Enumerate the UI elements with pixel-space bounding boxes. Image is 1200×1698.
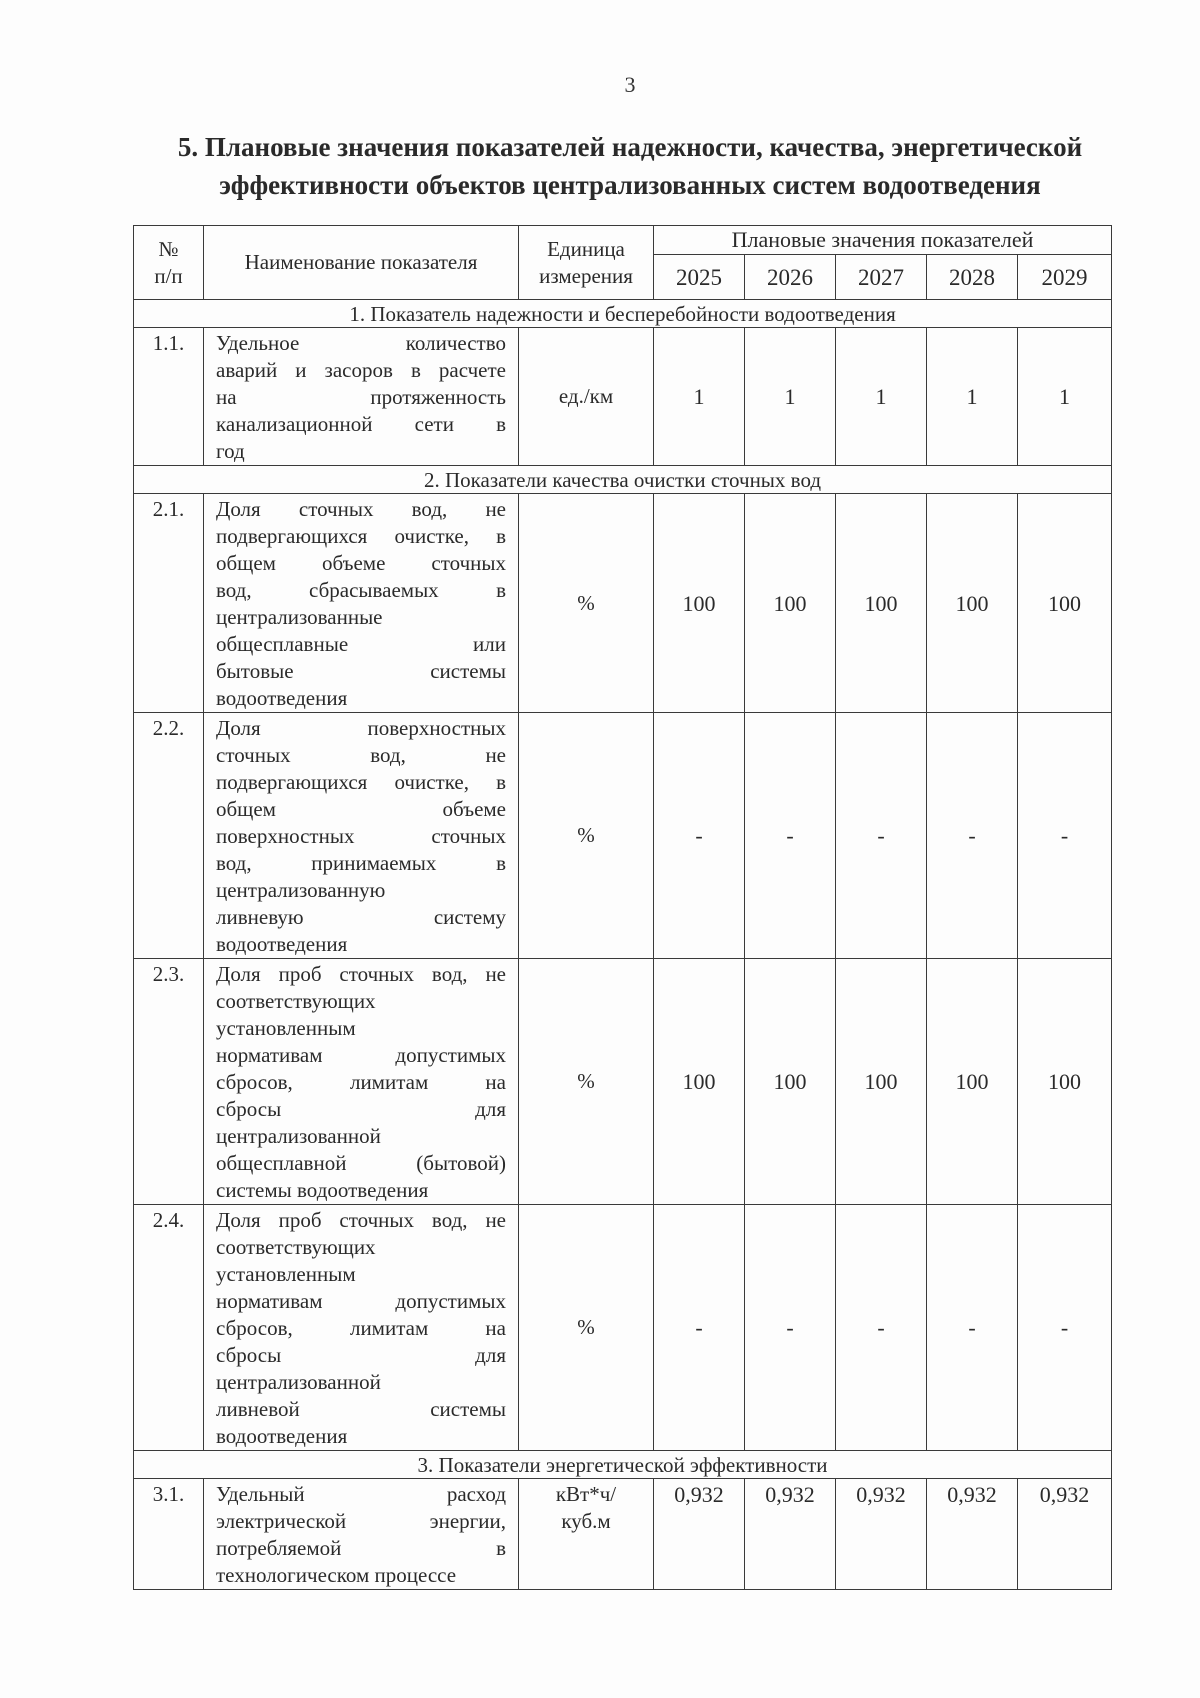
planned-value-2027: -: [836, 1205, 927, 1451]
unit-line: кВт*ч/: [555, 1482, 617, 1506]
indicator-name-line: технологическом процессе: [216, 1563, 457, 1587]
header-planned-values: Плановые значения показателей: [654, 226, 1112, 255]
indicator-name-line: водоотведения: [216, 686, 348, 710]
table-row: [134, 328, 1112, 466]
indicator-name-line: аварий и засоров в расчете: [216, 358, 506, 382]
header-number: [134, 226, 204, 300]
table-row: [134, 959, 1112, 1205]
indicator-name-line: подвергающихся очистке, в: [216, 770, 506, 794]
indicator-name-line: Удельное количество: [216, 331, 506, 355]
planned-value-2028: 1: [927, 328, 1018, 466]
indicator-name-line: сбросы для: [216, 1343, 506, 1367]
planned-value-2028: 0,932: [927, 1479, 1018, 1590]
indicator-name: [204, 494, 519, 713]
indicator-name-line: водоотведения: [216, 1424, 348, 1448]
indicator-name-line: ливневую систему: [216, 905, 506, 929]
planned-value-2026: 0,932: [745, 1479, 836, 1590]
indicator-name-line: водоотведения: [216, 932, 348, 956]
header-year-2028: 2028: [927, 255, 1018, 300]
section-title-row: [134, 466, 1112, 494]
indicator-name-line: сточных вод, не: [216, 743, 506, 767]
indicator-name-line: Доля поверхностных: [216, 716, 506, 740]
header-unit: [519, 226, 654, 300]
indicator-name-line: соответствующих: [216, 1235, 376, 1259]
planned-value-2027: -: [836, 713, 927, 959]
indicator-name-line: соответствующих: [216, 989, 376, 1013]
indicator-name-line: сбросов, лимитам на: [216, 1070, 506, 1094]
page-number: 3: [624, 72, 636, 97]
header-year-2027: 2027: [836, 255, 927, 300]
indicator-name-line: поверхностных сточных: [216, 824, 506, 848]
indicator-name: [204, 713, 519, 959]
indicator-name-line: централизованной: [216, 1124, 381, 1148]
planned-value-2025: 100: [654, 494, 745, 713]
planned-value-2027: 1: [836, 328, 927, 466]
planned-value-2029: 0,932: [1018, 1479, 1112, 1590]
planned-value-2029: -: [1018, 1205, 1112, 1451]
header-indicator-name: Наименование показателя: [204, 226, 519, 300]
section-title-row: [134, 300, 1112, 328]
indicator-name-line: Доля проб сточных вод, не: [216, 962, 506, 986]
table-row: [134, 1205, 1112, 1451]
table-row: [134, 494, 1112, 713]
planned-value-2026: -: [745, 713, 836, 959]
unit-line: куб.м: [561, 1509, 611, 1533]
indicator-name-line: год: [216, 439, 245, 463]
indicators-table: [133, 225, 1112, 1590]
table-row: [134, 713, 1112, 959]
planned-value-2026: 100: [745, 959, 836, 1205]
indicator-name-line: на протяженность: [216, 385, 506, 409]
header-unit-line-2: измерения: [539, 263, 633, 288]
unit-of-measure: [519, 1479, 654, 1590]
unit-of-measure: %: [519, 713, 654, 959]
planned-value-2025: 0,932: [654, 1479, 745, 1590]
indicator-name-line: сбросы для: [216, 1097, 506, 1121]
planned-value-2028: 100: [927, 494, 1018, 713]
indicator-name-line: Доля сточных вод, не: [216, 497, 506, 521]
section-title: 1. Показатель надежности и бесперебойности водоотведения: [134, 300, 1112, 328]
planned-value-2027: 0,932: [836, 1479, 927, 1590]
planned-value-2028: 100: [927, 959, 1018, 1205]
indicator-name-line: ливневой системы: [216, 1397, 506, 1421]
row-number: 3.1.: [134, 1479, 204, 1590]
heading-line-2: эффективности объектов централизованных систем водоотведения: [219, 170, 1041, 200]
row-number: 2.2.: [134, 713, 204, 959]
indicator-name-line: нормативам допустимых: [216, 1043, 506, 1067]
planned-value-2028: -: [927, 1205, 1018, 1451]
indicator-name: [204, 959, 519, 1205]
indicator-name: [204, 328, 519, 466]
section-title: 3. Показатели энергетической эффективности: [134, 1451, 1112, 1479]
indicator-name-line: Удельный расход: [216, 1482, 506, 1506]
indicator-name-line: подвергающихся очистке, в: [216, 524, 506, 548]
planned-value-2025: -: [654, 1205, 745, 1451]
header-year-2026: 2026: [745, 255, 836, 300]
header-unit-line-1: Единица: [547, 236, 625, 261]
indicator-name-line: Доля проб сточных вод, не: [216, 1208, 506, 1232]
indicator-name-line: потребляемой в: [216, 1536, 506, 1560]
header-number-abbr: п/п: [154, 263, 183, 288]
planned-value-2026: 1: [745, 328, 836, 466]
unit-of-measure: %: [519, 1205, 654, 1451]
planned-value-2028: -: [927, 713, 1018, 959]
planned-value-2029: 1: [1018, 328, 1112, 466]
heading-line-1: 5. Плановые значения показателей надежности, качества, энергетической: [177, 132, 1083, 162]
header-number-symbol: №: [158, 236, 179, 261]
indicator-name-line: централизованной: [216, 1370, 381, 1394]
indicator-name-line: бытовые системы: [216, 659, 506, 683]
table-body: [134, 300, 1112, 1590]
planned-value-2025: 1: [654, 328, 745, 466]
planned-value-2027: 100: [836, 959, 927, 1205]
indicator-name-line: установленным: [216, 1016, 356, 1040]
unit-of-measure: ед./км: [519, 328, 654, 466]
planned-value-2025: -: [654, 713, 745, 959]
unit-of-measure: %: [519, 959, 654, 1205]
section-title: 2. Показатели качества очистки сточных вод: [134, 466, 1112, 494]
indicator-name-line: общесплавной (бытовой): [216, 1151, 506, 1175]
row-number: 2.3.: [134, 959, 204, 1205]
planned-value-2029: 100: [1018, 959, 1112, 1205]
indicator-name-line: электрической энергии,: [216, 1509, 506, 1533]
row-number: 2.4.: [134, 1205, 204, 1451]
header-year-2025: 2025: [654, 255, 745, 300]
table-header-row: [134, 226, 1112, 255]
table-row: [134, 1479, 1112, 1590]
row-number: 2.1.: [134, 494, 204, 713]
indicator-name-line: канализационной сети в: [216, 412, 506, 436]
indicator-name-line: общем объеме: [216, 797, 506, 821]
indicator-name-line: вод, сбрасываемых в: [216, 578, 506, 602]
header-year-2029: 2029: [1018, 255, 1112, 300]
planned-value-2026: -: [745, 1205, 836, 1451]
indicator-name-line: вод, принимаемых в: [216, 851, 506, 875]
unit-of-measure: %: [519, 494, 654, 713]
planned-value-2026: 100: [745, 494, 836, 713]
planned-value-2029: -: [1018, 713, 1112, 959]
planned-value-2025: 100: [654, 959, 745, 1205]
indicator-name: [204, 1479, 519, 1590]
section-heading: [140, 128, 1120, 204]
indicator-name-line: общесплавные или: [216, 632, 506, 656]
indicator-name-line: сбросов, лимитам на: [216, 1316, 506, 1340]
indicator-name-line: централизованную: [216, 878, 386, 902]
indicator-name-line: общем объеме сточных: [216, 551, 506, 575]
section-title-row: [134, 1451, 1112, 1479]
indicator-name: [204, 1205, 519, 1451]
row-number: 1.1.: [134, 328, 204, 466]
planned-value-2027: 100: [836, 494, 927, 713]
indicator-name-line: централизованные: [216, 605, 383, 629]
indicator-name-line: системы водоотведения: [216, 1178, 429, 1202]
indicator-name-line: нормативам допустимых: [216, 1289, 506, 1313]
planned-value-2029: 100: [1018, 494, 1112, 713]
indicator-name-line: установленным: [216, 1262, 356, 1286]
